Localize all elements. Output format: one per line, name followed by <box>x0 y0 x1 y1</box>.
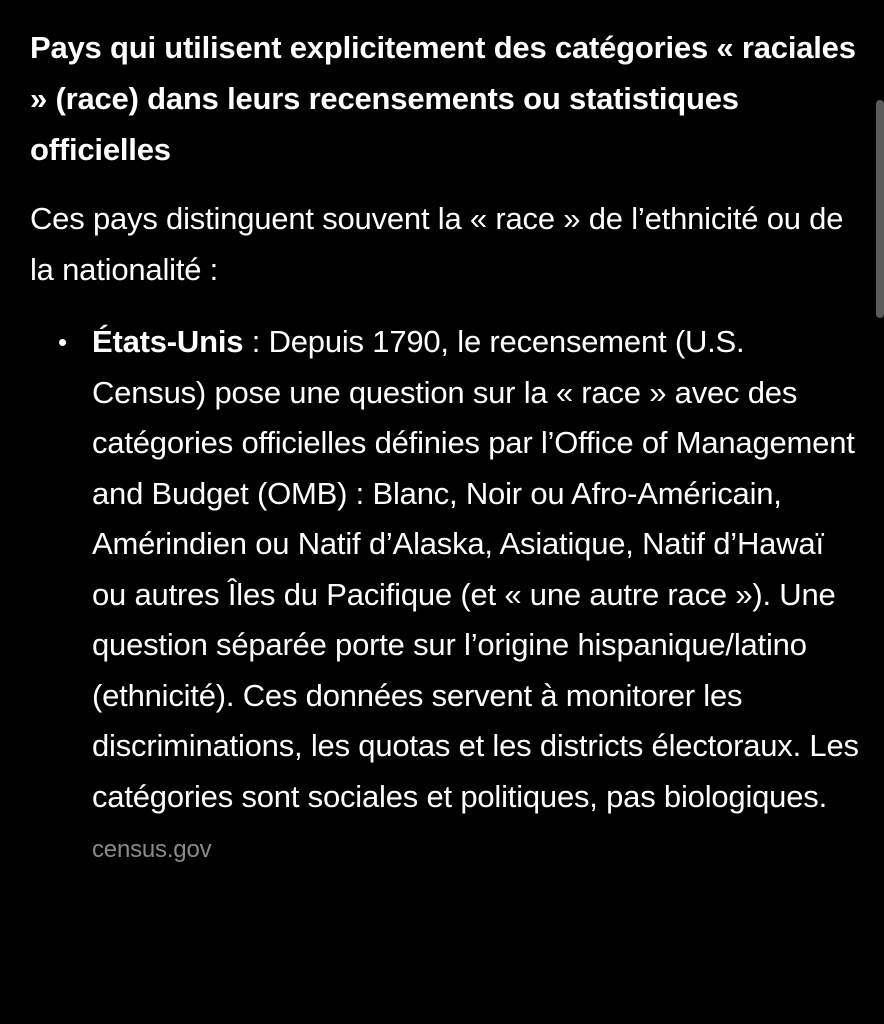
section-heading: Pays qui utilisent explicitement des catégories « raciales » (race) dans leurs recensements ou statistiques officielles <box>30 30 856 167</box>
list-item <box>30 317 860 876</box>
country-name: États-Unis <box>92 324 244 359</box>
separator: : <box>243 324 269 359</box>
intro-paragraph: Ces pays distinguent souvent la « race » de l’ethnicité ou de la nationalité : <box>30 201 844 287</box>
country-list <box>30 317 860 876</box>
scrollbar-thumb[interactable] <box>876 100 884 318</box>
chat-response <box>30 22 860 876</box>
source-link[interactable]: census.gov <box>92 836 212 863</box>
bullet-icon: • <box>58 327 67 357</box>
item-text: Depuis 1790, le recensement (U.S. Census) pose une question sur la « race » avec des catégories officielles définies par l’Office of Management and Budget (OMB) : Blanc, Noir ou Afro-Américain, Amérindien ou Natif d’Alaska, Asiatique, Natif d’Hawaï ou autres Îles du Pacifique (et « une autre race »). Une question séparée porte sur l’origine hispanique/latino (ethnicité). Ces données servent à monitorer les discriminations, les quotas et les districts électoraux. Les catégories sont sociales et politiques, pas biologiques. <box>92 324 859 814</box>
